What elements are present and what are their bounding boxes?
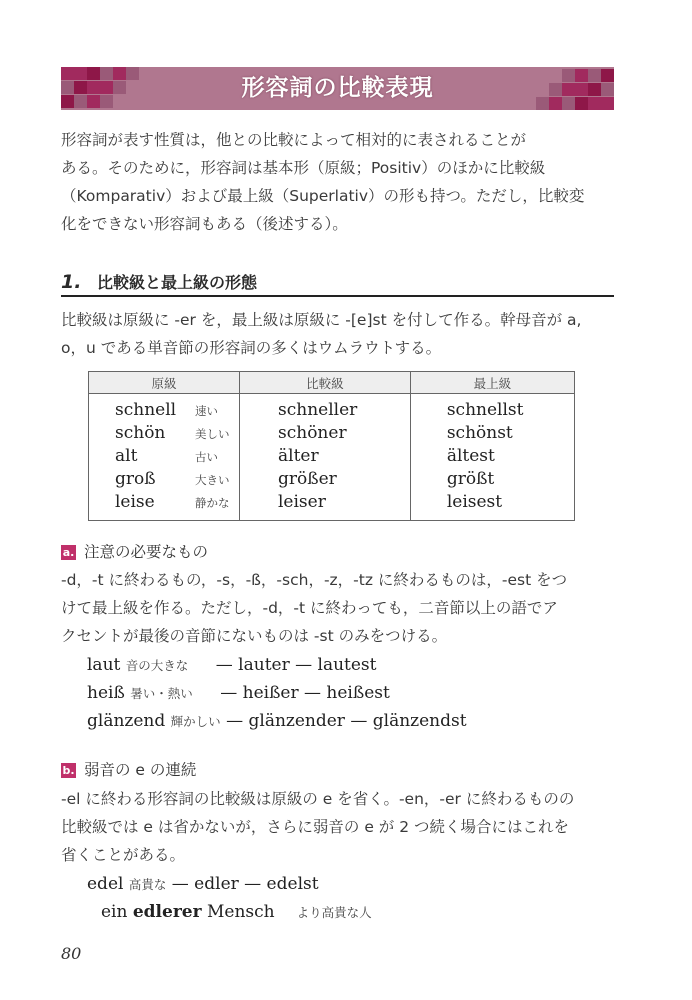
- paragraph-line: けて最上級を作る。ただし，-d，-t に終わっても，二音節以上の語でア: [61, 599, 558, 617]
- comparison-table: [88, 371, 575, 521]
- superlative-cell: leisest: [446, 492, 503, 512]
- table-row: schön 美しい: [115, 423, 230, 443]
- page-number: 80: [61, 944, 82, 963]
- superlative-cell: schnellst: [446, 400, 524, 420]
- table-row: alt 古い: [115, 446, 218, 466]
- intro-line: （Komparativ）および最上級（Superlativ）の形も持つ。ただし，比較変: [61, 187, 585, 205]
- section-heading: [61, 270, 614, 297]
- subsection-b-heading: [61, 758, 196, 780]
- intro-paragraph: [61, 126, 621, 238]
- example-phrase: ein edlerer Mensch より高貴な人: [101, 902, 372, 922]
- table-row: leise 静かな: [115, 492, 230, 512]
- section-line: 比較級は原級に -er を，最上級は原級に -[e]st を付して作る。幹母音が a,: [61, 311, 582, 329]
- table-row: groß 大きい: [115, 469, 230, 489]
- paragraph-line: 比較級では e は省かないが，さらに弱音の e が 2 つ続く場合にはこれを: [61, 818, 569, 836]
- paragraph-line: クセントが最後の音節にないものは -st のみをつける。: [61, 627, 448, 645]
- header-comparative: 比較級: [240, 372, 411, 394]
- emphasized-word: edlerer: [132, 902, 202, 922]
- positive-column: [89, 394, 240, 521]
- paragraph-line: -el に終わる形容詞の比較級は原級の e を省く。-en，-er に終わるものの: [61, 790, 575, 808]
- paragraph-line: 省くことがある。: [61, 846, 186, 864]
- example-laut: laut 音の大きな — lauter — lautest: [87, 655, 377, 675]
- comparative-cell: älter: [278, 446, 319, 466]
- subsection-a-heading: [61, 540, 208, 562]
- paragraph-line: -d，-t に終わるもの，-s，-ß，-sch，-z，-tz に終わるものは，-est をつ: [61, 571, 568, 589]
- comparative-cell: schneller: [278, 400, 358, 420]
- superlative-cell: ältest: [446, 446, 495, 466]
- comparative-cell: schöner: [278, 423, 347, 443]
- header-positive: 原級: [89, 372, 240, 394]
- section-line: o，u である単音節の形容詞の多くはウムラウトする。: [61, 339, 442, 357]
- table-row: schnell 速い: [115, 400, 218, 420]
- intro-line: 化をできない形容詞もある（後述する）。: [61, 215, 348, 233]
- chapter-banner: [61, 67, 614, 110]
- intro-line: 形容詞が表す性質は，他との比較によって相対的に表されることが: [61, 131, 527, 149]
- comparative-column: [240, 394, 411, 521]
- superlative-column: [410, 394, 574, 521]
- comparative-cell: größer: [278, 469, 337, 489]
- section-paragraph: [61, 306, 621, 362]
- comparative-cell: leiser: [278, 492, 326, 512]
- subsection-b-paragraph: [61, 785, 621, 869]
- superlative-cell: schönst: [446, 423, 513, 443]
- section-number: 1.: [61, 271, 82, 293]
- subsection-a-title: 注意の必要なもの: [84, 543, 209, 561]
- table-header-row: [89, 372, 575, 394]
- subsection-a-paragraph: [61, 566, 621, 650]
- header-superlative: 最上級: [410, 372, 574, 394]
- chapter-title: 形容詞の比較表現: [241, 75, 434, 101]
- badge-a: a.: [62, 546, 75, 559]
- example-heiss: heiß 暑い・熱い — heißer — heißest: [87, 683, 390, 703]
- example-glaenzend: glänzend 輝かしい — glänzender — glänzendst: [87, 711, 467, 731]
- example-edel: edel 高貴な — edler — edelst: [87, 874, 319, 894]
- badge-b: b.: [62, 764, 75, 777]
- section-title: 比較級と最上級の形態: [97, 273, 258, 292]
- superlative-cell: größt: [446, 469, 495, 489]
- intro-line: ある。そのために，形容詞は基本形（原級；Positiv）のほかに比較級: [61, 159, 546, 177]
- subsection-b-title: 弱音の e の連続: [84, 761, 197, 779]
